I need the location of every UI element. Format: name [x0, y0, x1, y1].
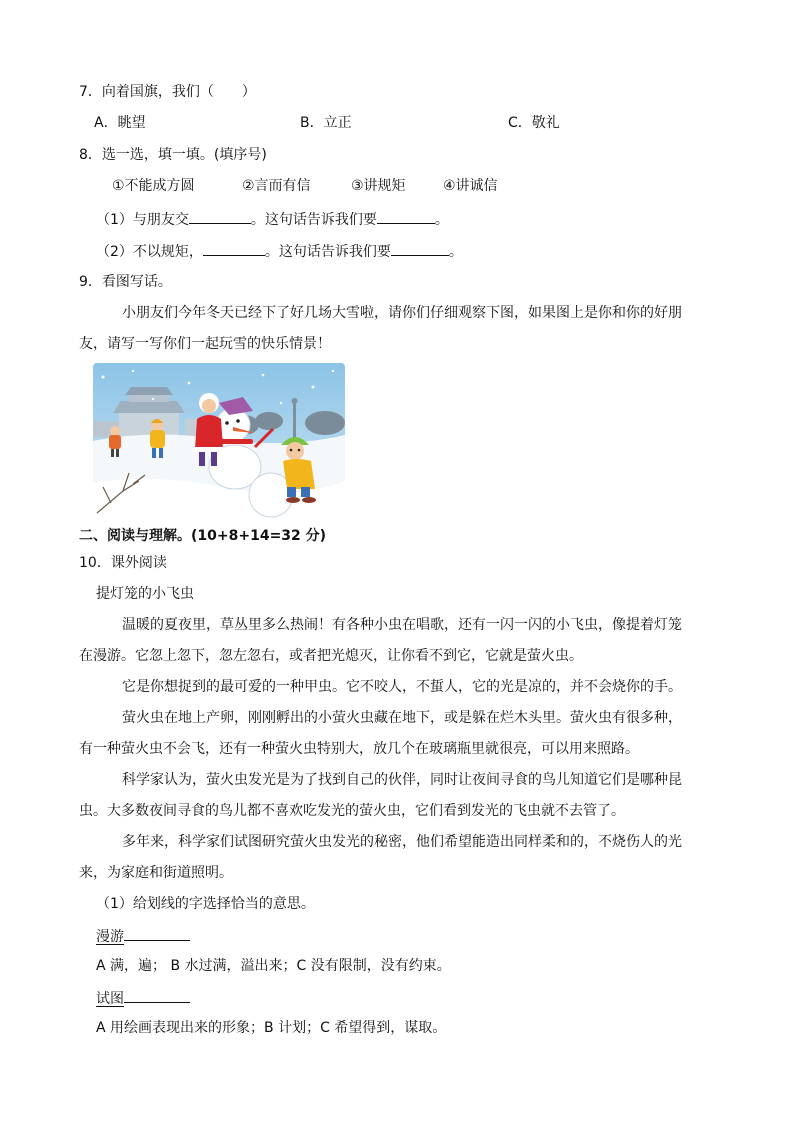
q7-option-b[interactable]: B．立正 — [300, 115, 352, 131]
passage-para4-line2: 虫。大多数夜间寻食的鸟儿都不喜欢吃发光的萤火虫，它们看到发光的飞虫就不去管了。 — [79, 803, 625, 819]
q8-blank-1[interactable] — [189, 208, 251, 224]
q8-blank-4[interactable] — [391, 240, 449, 256]
q8-line-1 — [96, 208, 449, 230]
passage-title: 提灯笼的小飞虫 — [96, 586, 194, 602]
passage-para1-line2: 在漫游。它忽上忽下，忽左忽右，或者把光熄灭，让你看不到它，它就是萤火虫。 — [79, 648, 583, 664]
q8-line-2 — [96, 240, 463, 262]
snowman-illustration — [93, 363, 345, 521]
q8-choice-3: ③讲规矩 — [351, 178, 406, 194]
q8-line2-text-c: 。 — [448, 244, 463, 260]
q8-choice-4: ④讲诚信 — [443, 178, 498, 194]
section-2-title: 二、阅读与理解。(10+8+14=32 分) — [79, 528, 327, 544]
passage-para5-line1: 多年来，科学家们试图研究萤火虫发光的秘密，他们希望能造出同样柔和的，不烧伤人的光 — [122, 834, 682, 850]
word1-row — [96, 925, 190, 947]
q7-option-c[interactable]: C．敬礼 — [508, 115, 560, 131]
word2-row — [96, 987, 190, 1009]
passage-para3-line2: 有一种萤火虫不会飞，还有一种萤火虫特别大，放几个在玻璃瓶里就很亮，可以用来照路。 — [79, 741, 639, 757]
q8-choice-1: ①不能成方圆 — [112, 178, 195, 194]
word2: 试图 — [96, 991, 124, 1007]
q10-stem: 10．课外阅读 — [79, 555, 167, 571]
passage-para2: 它是你想捉到的最可爱的一种甲虫。它不咬人，不蜇人，它的光是凉的，并不会烧你的手。 — [122, 679, 682, 695]
q8-line1-text-a: （1）与朋友交 — [96, 212, 189, 228]
word2-answer-blank[interactable] — [124, 987, 190, 1003]
q8-stem: 8．选一选，填一填。(填序号) — [79, 147, 267, 163]
q7-option-a[interactable]: A．眺望 — [94, 115, 146, 131]
q8-blank-3[interactable] — [203, 240, 265, 256]
q9-stem: 9．看图写话。 — [79, 274, 172, 290]
q9-prompt-line-2: 友，请写一写你们一起玩雪的快乐情景！ — [79, 336, 331, 352]
word1-answer-blank[interactable] — [124, 925, 190, 941]
word2-options: A 用绘画表现出来的形象；B 计划；C 希望得到，谋取。 — [96, 1020, 447, 1036]
q7-stem: 7．向着国旗，我们（ ） — [79, 84, 256, 100]
q8-choice-2: ②言而有信 — [242, 178, 311, 194]
q10-sub1: （1）给划线的字选择恰当的意思。 — [96, 896, 315, 912]
passage-para5-line2: 来，为家庭和街道照明。 — [79, 865, 233, 881]
q8-line2-text-b: 。这句话告诉我们要 — [264, 244, 391, 260]
passage-para4-line1: 科学家认为，萤火虫发光是为了找到自己的伙伴，同时让夜间寻食的鸟儿知道它们是哪种昆 — [122, 772, 682, 788]
q8-line1-text-b: 。这句话告诉我们要 — [250, 212, 377, 228]
word1: 漫游 — [96, 929, 124, 945]
q8-line1-text-c: 。 — [434, 212, 449, 228]
passage-para1-line1: 温暖的夏夜里，草丛里多么热闹！有各种小虫在唱歌，还有一闪一闪的小飞虫，像提着灯笼 — [122, 617, 682, 633]
word1-options: A 满，遍； B 水过满，溢出来；C 没有限制，没有约束。 — [96, 958, 451, 974]
q8-blank-2[interactable] — [377, 208, 435, 224]
passage-para3-line1: 萤火虫在地上产卵，刚刚孵出的小萤火虫藏在地下，或是躲在烂木头里。萤火虫有很多种， — [122, 710, 682, 726]
q9-prompt-line-1: 小朋友们今年冬天已经下了好几场大雪啦，请你们仔细观察下图，如果图上是你和你的好朋 — [122, 305, 682, 321]
q8-line2-text-a: （2）不以规矩， — [96, 244, 203, 260]
